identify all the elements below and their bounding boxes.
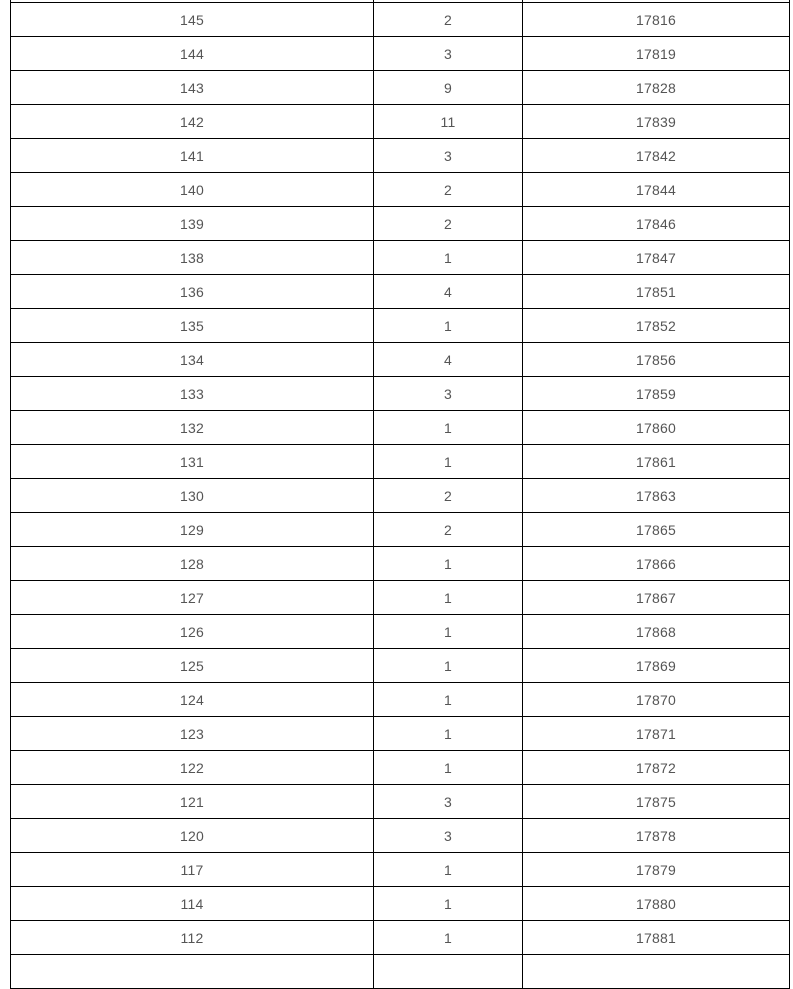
table-row xyxy=(11,853,790,887)
score-cell: 120 xyxy=(11,819,374,853)
score-cell: 122 xyxy=(11,751,374,785)
table-row xyxy=(11,649,790,683)
count-cell: 4 xyxy=(374,275,523,309)
cumulative-cell: 17861 xyxy=(523,445,790,479)
count-cell: 2 xyxy=(374,513,523,547)
table-row xyxy=(11,343,790,377)
score-cell: 145 xyxy=(11,3,374,37)
table-row xyxy=(11,955,790,989)
cumulative-cell: 17880 xyxy=(523,887,790,921)
cumulative-cell: 17867 xyxy=(523,581,790,615)
count-cell: 1 xyxy=(374,649,523,683)
table-row xyxy=(11,411,790,445)
cumulative-cell: 17846 xyxy=(523,207,790,241)
cumulative-cell: 17844 xyxy=(523,173,790,207)
score-cell: 138 xyxy=(11,241,374,275)
count-cell: 1 xyxy=(374,615,523,649)
count-cell: 2 xyxy=(374,207,523,241)
table-row xyxy=(11,751,790,785)
cumulative-cell: 17839 xyxy=(523,105,790,139)
score-cell: 128 xyxy=(11,547,374,581)
cumulative-cell: 17842 xyxy=(523,139,790,173)
score-cell: 132 xyxy=(11,411,374,445)
table-row xyxy=(11,921,790,955)
table-row xyxy=(11,785,790,819)
cumulative-cell: 17863 xyxy=(523,479,790,513)
cumulative-cell: 17852 xyxy=(523,309,790,343)
score-cell: 131 xyxy=(11,445,374,479)
count-cell: 3 xyxy=(374,37,523,71)
count-cell xyxy=(374,955,523,989)
table-row xyxy=(11,513,790,547)
table-body xyxy=(11,0,790,989)
score-cell: 114 xyxy=(11,887,374,921)
score-cell: 144 xyxy=(11,37,374,71)
table-row xyxy=(11,445,790,479)
table-row xyxy=(11,377,790,411)
score-cell: 142 xyxy=(11,105,374,139)
score-cell: 139 xyxy=(11,207,374,241)
score-table-container xyxy=(10,0,789,989)
table-row xyxy=(11,717,790,751)
cumulative-cell: 17881 xyxy=(523,921,790,955)
cumulative-cell: 17865 xyxy=(523,513,790,547)
count-cell: 1 xyxy=(374,581,523,615)
table-row xyxy=(11,887,790,921)
score-cell xyxy=(11,955,374,989)
score-cell: 141 xyxy=(11,139,374,173)
cumulative-cell: 17875 xyxy=(523,785,790,819)
cumulative-cell: 17859 xyxy=(523,377,790,411)
table-row xyxy=(11,547,790,581)
count-cell: 3 xyxy=(374,819,523,853)
cumulative-cell: 17878 xyxy=(523,819,790,853)
cumulative-cell: 17868 xyxy=(523,615,790,649)
cumulative-cell: 17851 xyxy=(523,275,790,309)
table-row xyxy=(11,173,790,207)
table-row xyxy=(11,3,790,37)
count-cell: 1 xyxy=(374,411,523,445)
score-cell: 127 xyxy=(11,581,374,615)
score-cell: 125 xyxy=(11,649,374,683)
score-cell: 143 xyxy=(11,71,374,105)
table-row xyxy=(11,71,790,105)
score-cell: 134 xyxy=(11,343,374,377)
count-cell: 2 xyxy=(374,3,523,37)
score-cell: 126 xyxy=(11,615,374,649)
count-cell: 1 xyxy=(374,751,523,785)
cumulative-cell: 17869 xyxy=(523,649,790,683)
score-cell: 133 xyxy=(11,377,374,411)
count-cell: 1 xyxy=(374,887,523,921)
count-cell: 2 xyxy=(374,173,523,207)
cumulative-cell: 17860 xyxy=(523,411,790,445)
count-cell: 1 xyxy=(374,683,523,717)
cumulative-cell: 17879 xyxy=(523,853,790,887)
cumulative-cell: 17871 xyxy=(523,717,790,751)
count-cell: 1 xyxy=(374,241,523,275)
table-row xyxy=(11,615,790,649)
cumulative-cell xyxy=(523,955,790,989)
cumulative-cell: 17847 xyxy=(523,241,790,275)
table-row xyxy=(11,105,790,139)
table-row xyxy=(11,683,790,717)
count-cell: 1 xyxy=(374,309,523,343)
table-row xyxy=(11,309,790,343)
cumulative-cell: 17816 xyxy=(523,3,790,37)
count-cell: 1 xyxy=(374,717,523,751)
count-cell: 1 xyxy=(374,921,523,955)
cumulative-cell: 17856 xyxy=(523,343,790,377)
score-cell: 130 xyxy=(11,479,374,513)
count-cell: 3 xyxy=(374,139,523,173)
table-row xyxy=(11,37,790,71)
score-cell: 136 xyxy=(11,275,374,309)
cumulative-cell: 17870 xyxy=(523,683,790,717)
count-cell: 1 xyxy=(374,445,523,479)
score-table xyxy=(10,0,790,989)
score-cell: 135 xyxy=(11,309,374,343)
cumulative-cell: 17819 xyxy=(523,37,790,71)
score-cell: 112 xyxy=(11,921,374,955)
table-row xyxy=(11,139,790,173)
table-row xyxy=(11,275,790,309)
count-cell: 3 xyxy=(374,377,523,411)
score-cell: 121 xyxy=(11,785,374,819)
count-cell: 4 xyxy=(374,343,523,377)
count-cell: 1 xyxy=(374,853,523,887)
count-cell: 3 xyxy=(374,785,523,819)
cumulative-cell: 17866 xyxy=(523,547,790,581)
score-cell: 124 xyxy=(11,683,374,717)
table-row xyxy=(11,241,790,275)
table-row xyxy=(11,581,790,615)
table-row xyxy=(11,819,790,853)
score-cell: 140 xyxy=(11,173,374,207)
score-cell: 123 xyxy=(11,717,374,751)
cumulative-cell: 17872 xyxy=(523,751,790,785)
cumulative-cell: 17828 xyxy=(523,71,790,105)
count-cell: 9 xyxy=(374,71,523,105)
score-cell: 129 xyxy=(11,513,374,547)
count-cell: 1 xyxy=(374,547,523,581)
score-cell: 117 xyxy=(11,853,374,887)
count-cell: 11 xyxy=(374,105,523,139)
count-cell: 2 xyxy=(374,479,523,513)
table-row xyxy=(11,479,790,513)
table-row xyxy=(11,207,790,241)
